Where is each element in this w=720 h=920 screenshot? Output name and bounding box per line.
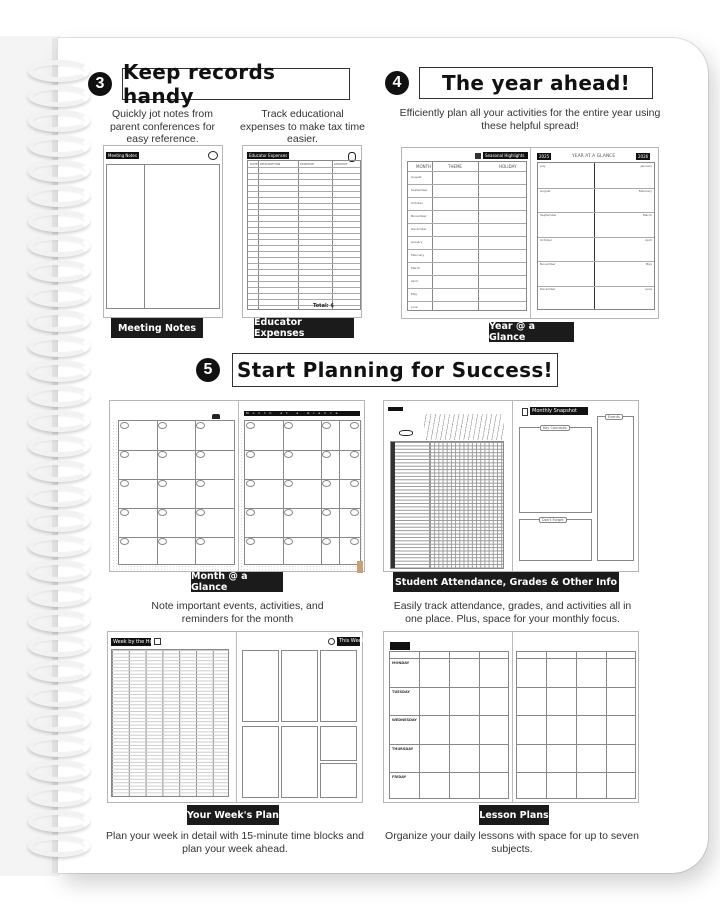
dont-forget-box [519,519,592,561]
date-circle [350,509,359,516]
spiral-ring [28,435,90,457]
month-label: March [411,266,421,270]
date-circle [196,538,205,545]
spiral-ring [28,135,90,157]
row-line [248,281,360,282]
month-header: Month at a Glance [244,411,360,416]
day-box [281,650,318,722]
spiral-ring [28,485,90,507]
box-label: Don't Forget [539,517,567,523]
section-number-badge: 4 [385,71,409,95]
row-line [408,223,526,224]
spiral-ring [28,535,90,557]
spiral-ring [28,335,90,357]
month-at-a-glance-thumbnail[interactable] [109,400,365,572]
date-circle [120,422,129,429]
spiral-ring [28,85,90,107]
spiral-ring [28,510,90,532]
spread-divider [238,401,239,571]
column-header: MONTH [416,164,432,169]
year-glance-table [537,162,655,310]
month-at-a-glance-description: Note important events, activities, and reminders for the month [151,600,324,625]
day-label: TUESDAY [392,689,410,694]
row-line [248,293,360,294]
date-circle [322,451,331,458]
year-left: 2025 [539,154,550,159]
year-right: 2026 [638,154,649,159]
row-line [248,209,360,210]
clock-icon [154,638,161,645]
row-line [517,687,635,688]
row-line [245,508,360,509]
row-line [408,262,526,263]
date-circle [246,422,255,429]
meeting-notes-label: Meeting Notes [111,318,203,338]
day-box [242,726,279,798]
row-line [248,173,360,174]
year-ahead-description: Efficiently plan all your activities for the entire year using these helpful spread! [399,107,661,132]
weeks-plan-label: Your Week's Plan [187,805,279,825]
date-circle [120,538,129,545]
column-header: DATE [250,162,258,166]
week-right-title: This Week... [339,638,370,644]
spiral-ring [28,460,90,482]
row-line [248,185,360,186]
spiral-ring [28,785,90,807]
date-circle [158,422,167,429]
day-box [320,650,357,722]
date-circle [322,422,331,429]
meeting-notes-thumbnail[interactable] [103,145,223,318]
row-line [248,227,360,228]
spiral-ring [28,210,90,232]
column-divider [144,164,145,309]
date-circle [350,451,359,458]
diagonal-headers [424,414,504,440]
day-label: WEDNESDAY [392,718,417,722]
spread-divider [512,401,513,571]
box-label: Events [605,414,623,420]
column-line [419,652,420,798]
row-line [517,744,635,745]
row-line [119,450,234,451]
student-attendance-thumbnail[interactable] [383,400,639,572]
spiral-ring [28,235,90,257]
year-glance-title: YEAR AT A GLANCE [572,154,616,159]
cat-icon [212,414,220,419]
spiral-ring [28,835,90,857]
date-circle [350,422,359,429]
seasonal-title: Seasonal Highlights [483,152,528,159]
spiral-ring [28,385,90,407]
date-circle [284,538,293,545]
row-line [248,203,360,204]
month-label: November [540,262,556,266]
spiral-ring [28,710,90,732]
spiral-binding [28,60,98,860]
row-line [408,236,526,237]
date-circle [246,480,255,487]
row-line [248,257,360,258]
spiral-ring [28,260,90,282]
section-title: Start Planning for Success! [232,353,558,387]
row-line [517,772,635,773]
section-title: Keep records handy [122,68,350,100]
row-line [248,275,360,276]
date-circle [196,422,205,429]
day-box [320,763,357,798]
row-line [408,249,526,250]
date-circle [246,451,255,458]
spiral-ring [28,660,90,682]
date-circle [158,538,167,545]
row-line [408,275,526,276]
educator-expenses-label: Educator Expenses [254,318,354,338]
spread-divider [236,632,237,802]
owl-icon [208,151,218,160]
row-line [248,299,360,300]
lesson-grid-right [516,651,636,799]
spiral-ring [28,635,90,657]
spiral-ring [28,810,90,832]
row-line [245,450,360,451]
column-header: PURPOSE [300,162,315,166]
date-circle [284,480,293,487]
attendance-grid [390,441,504,569]
column-header: DESCRIPTION [260,162,281,166]
row-line [517,715,635,716]
row-line [390,715,508,716]
date-circle [350,538,359,545]
date-circle [120,480,129,487]
month-grid-right [244,420,361,565]
row-line [248,167,360,168]
spiral-ring [28,735,90,757]
row-line [408,171,526,172]
section-3-heading [88,60,350,108]
column-line [606,652,607,798]
column-header: THEME [448,164,462,169]
hourly-grid [111,649,229,797]
row-line [408,301,526,302]
year-at-a-glance-thumbnail[interactable] [401,147,659,319]
spiral-ring [28,410,90,432]
column-line [479,652,480,798]
total-label: Total: $ [313,303,334,309]
spiral-ring [28,160,90,182]
expenses-table [247,160,361,310]
date-circle [284,451,293,458]
spiral-ring [28,585,90,607]
row-line [390,687,508,688]
row-line [119,537,234,538]
spiral-ring [28,360,90,382]
clipboard-icon [522,408,528,416]
row-line [408,197,526,198]
row-line [538,188,654,189]
row-line [408,210,526,211]
pencil-icon [357,561,363,573]
section-4-heading [385,67,653,99]
month-label: January [640,164,652,168]
date-circle [158,480,167,487]
thumb-title: Meeting Notes [108,153,137,158]
date-circle [322,480,331,487]
section-5-heading [196,353,558,387]
lesson-plans-thumbnail[interactable] [383,631,639,803]
section-number-badge: 3 [88,72,112,96]
row-line [119,508,234,509]
row-line [390,772,508,773]
column-line [576,652,577,798]
column-header: HOLIDAY [499,164,517,169]
row-line [248,245,360,246]
month-at-a-glance-label: Month @ a Glance [191,572,283,592]
month-label: February [411,253,425,257]
month-label: July [540,164,546,168]
date-circle [322,538,331,545]
day-label: FRIDAY [392,775,407,779]
row-line [248,251,360,252]
month-label: May [645,262,652,266]
calendar-icon [475,153,481,159]
student-attendance-description: Easily track attendance, grades, and activities all in one place. Plus, space for your monthly focus. [393,600,632,625]
date-circle [196,451,205,458]
year-at-a-glance-label: Year @ a Glance [489,322,574,342]
lesson-grid-left [389,651,509,799]
month-label: August [540,188,551,193]
student-attendance-label: Student Attendance, Grades & Other Info [393,572,619,592]
column-header: AMOUNT [334,162,348,166]
date-circle [196,509,205,516]
date-circle [158,451,167,458]
snapshot-title: Monthly Snapshot [530,407,588,415]
month-label: November [411,214,427,218]
row-line [248,179,360,180]
row-line [248,191,360,192]
date-circle [284,422,293,429]
lesson-plans-description: Organize your daily lessons with space for up to seven subjects. [385,830,639,855]
row-line [248,197,360,198]
spiral-ring [28,310,90,332]
month-label: December [540,286,556,291]
meeting-notes-description: Quickly jot notes from parent conferences for easy reference. [109,108,216,145]
section-title: The year ahead! [419,67,653,99]
month-label: October [540,237,553,242]
date-circle [196,480,205,487]
date-circle [284,509,293,516]
row-line [248,239,360,240]
row-line [248,287,360,288]
lesson-chip [390,642,410,650]
row-line [248,233,360,234]
row-line [245,479,360,480]
spiral-ring [28,110,90,132]
spiral-ring [28,610,90,632]
key-concepts-box [519,427,592,513]
spiral-ring [28,560,90,582]
date-circle [120,509,129,516]
spread-divider [512,632,513,802]
section-number-badge: 5 [196,358,220,382]
box-label: Key Concepts [540,425,570,431]
header-line [517,658,635,659]
spiral-ring [28,60,90,82]
name-chip [388,407,403,411]
month-label: April [645,237,652,242]
row-line [248,215,360,216]
row-line [245,537,360,538]
month-label: October [411,201,424,205]
date-circle [120,451,129,458]
row-line [408,288,526,289]
month-label: September [411,188,428,192]
weeks-plan-thumbnail[interactable] [107,631,370,803]
row-line [248,269,360,270]
month-label: December [411,227,427,231]
month-label: May [411,292,418,296]
month-label: January [411,240,423,244]
day-label: THURSDAY [392,746,414,751]
date-circle [322,509,331,516]
week-left-title: Week by the Hour [113,639,158,645]
spiral-ring [28,285,90,307]
row-line [390,744,508,745]
day-box [320,726,357,761]
weeks-plan-description: Plan your week in detail with 15-minute time blocks and plan your week ahead. [106,830,364,855]
day-box [242,650,279,722]
seasonal-table [407,161,527,311]
row-line [248,221,360,222]
sun-icon [328,638,335,645]
spiral-ring [28,185,90,207]
row-line [119,479,234,480]
column-line [449,652,450,798]
row-line [538,237,654,238]
month-label: March [642,213,652,217]
day-label: MONDAY [392,661,410,665]
column-line [339,421,340,564]
month-label: June [645,286,652,291]
month-label: August [411,175,422,179]
day-box [281,726,318,798]
month-grid-left [118,420,235,565]
month-label: June [411,305,418,309]
spread-divider [530,148,531,318]
month-label: February [638,188,652,193]
spiral-ring [28,685,90,707]
events-box [597,416,634,561]
thumb-title: Educator Expenses [249,153,288,158]
educator-expenses-description: Track educational expenses to make tax time easier. [240,108,365,145]
educator-expenses-thumbnail[interactable] [242,145,362,318]
date-circle [246,538,255,545]
spiral-ring [28,760,90,782]
row-line [248,263,360,264]
header-line [390,658,508,659]
column-line [546,652,547,798]
month-label: September [540,213,557,217]
date-circle [158,509,167,516]
glasses-icon [399,430,413,436]
notes-grid [106,164,220,309]
row-line [248,305,360,306]
date-circle [246,509,255,516]
date-circle [350,480,359,487]
month-label: April [411,279,418,283]
row-line [408,184,526,185]
lesson-plans-label: Lesson Plans [479,805,549,825]
